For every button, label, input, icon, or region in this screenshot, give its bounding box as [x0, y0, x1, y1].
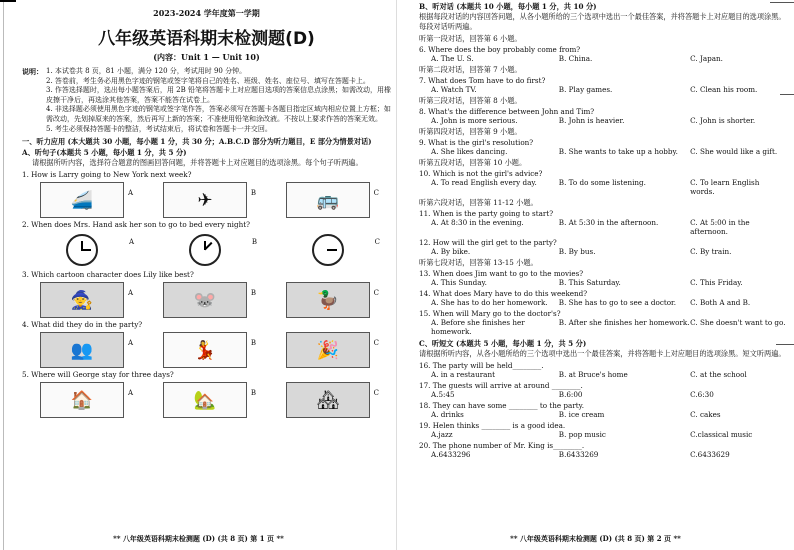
clock-picture-b: B — [163, 232, 247, 268]
answer-options — [419, 318, 786, 336]
answer-option: B. She has to go to see a doctor. — [558, 298, 676, 307]
answer-options — [419, 85, 786, 94]
dialogue-heading: 听第六段对话，回答第 11-12 小题。 — [419, 198, 538, 207]
answer-options — [419, 410, 786, 419]
answer-option: A. To read English every day. — [431, 178, 537, 187]
answer-option: C. She doesn't want to go. — [690, 318, 786, 327]
party-picture-a: 👥 A — [40, 332, 124, 368]
answer-option: B. at Bruce's home — [558, 370, 628, 379]
instruction-item: 2. 答卷前，考生务必用黑色字迹的钢笔或签字笔将自己的姓名、班级、姓名、座位号、填写在答题卡上。 — [46, 76, 370, 85]
part-c-heading: C、听短文 (本题共 5 小题，每小题 1 分，共 5 分) — [419, 339, 587, 348]
answer-options — [419, 390, 786, 399]
answer-option: C. To learn English words. — [690, 178, 760, 196]
bus-picture: 🚌 C — [286, 182, 370, 218]
page-footer: ** 八年级英语科期末检测题 (D) (共 8 页) 第 2 页 ** — [510, 534, 681, 543]
question-text: 19. Helen thinks ________ is a good idea. — [419, 421, 566, 430]
question-text: 7. What does Tom have to do first? — [419, 76, 546, 85]
answer-option: A. drinks — [431, 410, 464, 419]
answer-option: A. The U. S. — [431, 54, 474, 63]
answer-option: C. At 5:00 in the afternoon. — [690, 218, 750, 236]
dialogue-heading: 听第二段对话，回答第 7 小题。 — [419, 65, 522, 74]
question-text: 20. The phone number of Mr. King is________. — [419, 441, 585, 450]
answer-option: C. This Friday. — [690, 278, 743, 287]
question-2: 2. When does Mrs. Hand ask her son to go to bed every night? — [22, 220, 250, 230]
answer-option: A.jazz — [431, 430, 453, 439]
instruction-item: 3. 作答选择题时，选出每小题答案后，用 2B 铅笔将答题卡上对应题目选项的答案信息点涂黑；如需改动，用橡皮擦干净后，再选涂其他答案，答案不能答在试卷上。 — [46, 86, 391, 104]
answer-option: C. By train. — [690, 247, 732, 256]
answer-option: C. Both A and B. — [690, 298, 751, 307]
question-text: 11. When is the party going to start? — [419, 209, 554, 218]
answer-option: B. By bus. — [558, 247, 596, 256]
instructions — [22, 67, 391, 134]
dialogue-heading: 听第一段对话，回答第 6 小题。 — [419, 34, 522, 43]
cartoon-picture-a: 🧙 A — [40, 282, 124, 318]
train-picture: 🚄 A — [40, 182, 124, 218]
dialogue-heading: 听第五段对话，回答第 10 小题。 — [419, 158, 527, 167]
answer-option: A.5:45 — [431, 390, 455, 399]
answer-options — [419, 430, 786, 439]
party-picture-b: 💃 B — [163, 332, 247, 368]
answer-option: C. Clean his room. — [690, 85, 758, 94]
answer-option: C.classical music — [690, 430, 753, 439]
dialogue-heading: 听第四段对话，回答第 9 小题。 — [419, 127, 522, 136]
answer-options — [419, 147, 786, 156]
page-footer: ** 八年级英语科期末检测题 (D) (共 8 页) 第 1 页 ** — [113, 534, 284, 543]
answer-option: C. Japan. — [690, 54, 723, 63]
answer-option: B. To do some listening. — [558, 178, 646, 187]
answer-options — [419, 450, 786, 459]
question-text: 14. What does Mary have to do this weekend? — [419, 289, 588, 298]
answer-option: C. at the school — [690, 370, 747, 379]
picture-options-2 — [40, 232, 380, 268]
question-text: 15. When will Mary go to the doctor's? — [419, 309, 561, 318]
question-text: 9. What is the girl's resolution? — [419, 138, 534, 147]
cartoon-picture-b: 🐭 B — [163, 282, 247, 318]
instruction-item: 5. 考生必须保持答题卡的整洁，考试结束后，将试卷和答题卡一并交回。 — [46, 124, 272, 133]
part-c-instructions: 请根据所听内容，从各小题所给的三个选项中选出一个最佳答案，并将答题卡上对应题目的选项涂黑。短文听两遍。 — [419, 349, 786, 358]
picture-options-1 — [40, 182, 379, 218]
clock-icon — [312, 234, 344, 266]
answer-option: B.6433269 — [558, 450, 599, 459]
answer-option: A. At 8:30 in the evening. — [431, 218, 524, 227]
question-text: 12. How will the girl get to the party? — [419, 238, 557, 247]
question-text: 13. When does Jim want to go to the movies? — [419, 269, 584, 278]
dialogue-questions — [419, 34, 786, 336]
exam-title: 八年级英语科期末检测题(D) — [98, 29, 315, 49]
exam-page-2 — [397, 0, 794, 550]
picture-options-4 — [40, 332, 379, 368]
question-4: 4. What did they do in the party? — [22, 320, 143, 330]
answer-option: B. pop music — [558, 430, 606, 439]
picture-options-5 — [40, 382, 379, 418]
answer-option: B. After she finishes her homework. — [558, 318, 690, 327]
house-picture-c: 🏘 C — [286, 382, 370, 418]
answer-options — [419, 218, 786, 236]
clock-icon — [189, 234, 221, 266]
answer-option: B. She wants to take up a hobby. — [558, 147, 678, 156]
answer-option: A. John is more serious. — [431, 116, 518, 125]
answer-options — [419, 298, 786, 307]
answer-option: C. John is shorter. — [690, 116, 756, 125]
answer-option: A. This Sunday. — [431, 278, 487, 287]
answer-options — [419, 278, 786, 287]
house-picture-a: 🏠 A — [40, 382, 124, 418]
part-b-heading: B、听对话 (本题共 10 小题，每小题 1 分，共 10 分) — [419, 2, 597, 11]
answer-option: B. John is heavier. — [558, 116, 625, 125]
answer-option: B.6:00 — [558, 390, 583, 399]
instruction-item: 4. 非选择题必须使用黑色字迹的钢笔或签字笔作答，答案必须写在答题卡各题目指定区域内相应位置上方框；如需改动，先划掉原来的答案，然后再写上新的答案；不准使用铅笔和涂改液。不按以上要求作答的答案无效。 — [46, 105, 391, 123]
question-1: 1. How is Larry going to New York next week? — [22, 170, 192, 180]
answer-option: A. in a restaurant — [431, 370, 495, 379]
answer-option: A.6433296 — [431, 450, 471, 459]
answer-options — [419, 178, 786, 196]
answer-option: A. Watch TV. — [431, 85, 477, 94]
part-a-heading: A、听句子(本题共 5 小题，每小题 1 分，共 5 分) — [22, 148, 187, 158]
section-heading: 一、听力应用 (本大题共 30 小题，每小题 1 分，共 30 分；A.B.C.D 部分为听力题目，E 部分为情景对话) — [22, 137, 372, 147]
semester-label: 2023-2024 学年度第一学期 — [153, 8, 260, 18]
answer-option: A. By bike. — [431, 247, 471, 256]
instructions-label: 说明： — [22, 67, 43, 76]
question-text: 8. What's the difference between John and Tim? — [419, 107, 595, 116]
answer-options — [419, 116, 786, 125]
answer-option: B. This Saturday. — [558, 278, 621, 287]
answer-option: A. She has to do her homework. — [431, 298, 548, 307]
answer-option: B. Play games. — [558, 85, 613, 94]
clock-icon — [66, 234, 98, 266]
cartoon-picture-c: 🦆 C — [286, 282, 370, 318]
part-a-instructions: 请根据所听内容，选择符合题意的图画回答问题，并将答题卡上对应题目的选项涂黑。每个句子听两遍。 — [32, 158, 363, 168]
answer-option: C. She would like a gift. — [690, 147, 778, 156]
question-text: 17. The guests will arrive at around ________. — [419, 381, 583, 390]
answer-option: B. ice cream — [558, 410, 605, 419]
instruction-item: 1. 本试卷共 8 页，81 小题，满分 120 分，考试用时 90 分钟。 — [46, 67, 247, 75]
question-text: 16. The party will be held________. — [419, 361, 544, 370]
plane-picture: ✈ B — [163, 182, 247, 218]
question-5: 5. Where will George stay for three days? — [22, 370, 174, 380]
dialogue-heading: 听第七段对话，回答第 13-15 小题。 — [419, 258, 538, 267]
question-text: 18. They can have some ________ to the party. — [419, 401, 585, 410]
party-picture-c: 🎉 C — [286, 332, 370, 368]
passage-questions — [419, 361, 786, 459]
house-picture-b: 🏡 B — [163, 382, 247, 418]
answer-option: C.6433629 — [690, 450, 730, 459]
clock-picture-c: C — [286, 232, 370, 268]
question-text: 6. Where does the boy probably come from? — [419, 45, 581, 54]
answer-option: B. At 5:30 in the afternoon. — [558, 218, 659, 227]
part-b-instructions: 根据每段对话的内容回答问题，从各小题所给的三个选项中选出一个最佳答案，并将答题卡上对应题目的选项涂黑。每段对话听两遍。 — [419, 12, 786, 31]
clock-picture-a: A — [40, 232, 124, 268]
answer-option: C.6:30 — [690, 390, 714, 399]
dialogue-heading: 听第三段对话，回答第 8 小题。 — [419, 96, 522, 105]
answer-option: C. cakes — [690, 410, 721, 419]
question-text: 10. Which is not the girl's advice? — [419, 169, 543, 178]
answer-options — [419, 370, 786, 379]
exam-scope: (内容：Unit 1 — Unit 10) — [153, 52, 260, 62]
picture-options-3 — [40, 282, 379, 318]
answer-options — [419, 54, 786, 63]
answer-options — [419, 247, 786, 256]
answer-option: A. Before she finishes her homework. — [431, 318, 525, 336]
answer-option: B. China. — [558, 54, 593, 63]
answer-option: A. She likes dancing. — [431, 147, 508, 156]
question-3: 3. Which cartoon character does Lily like best? — [22, 270, 194, 280]
